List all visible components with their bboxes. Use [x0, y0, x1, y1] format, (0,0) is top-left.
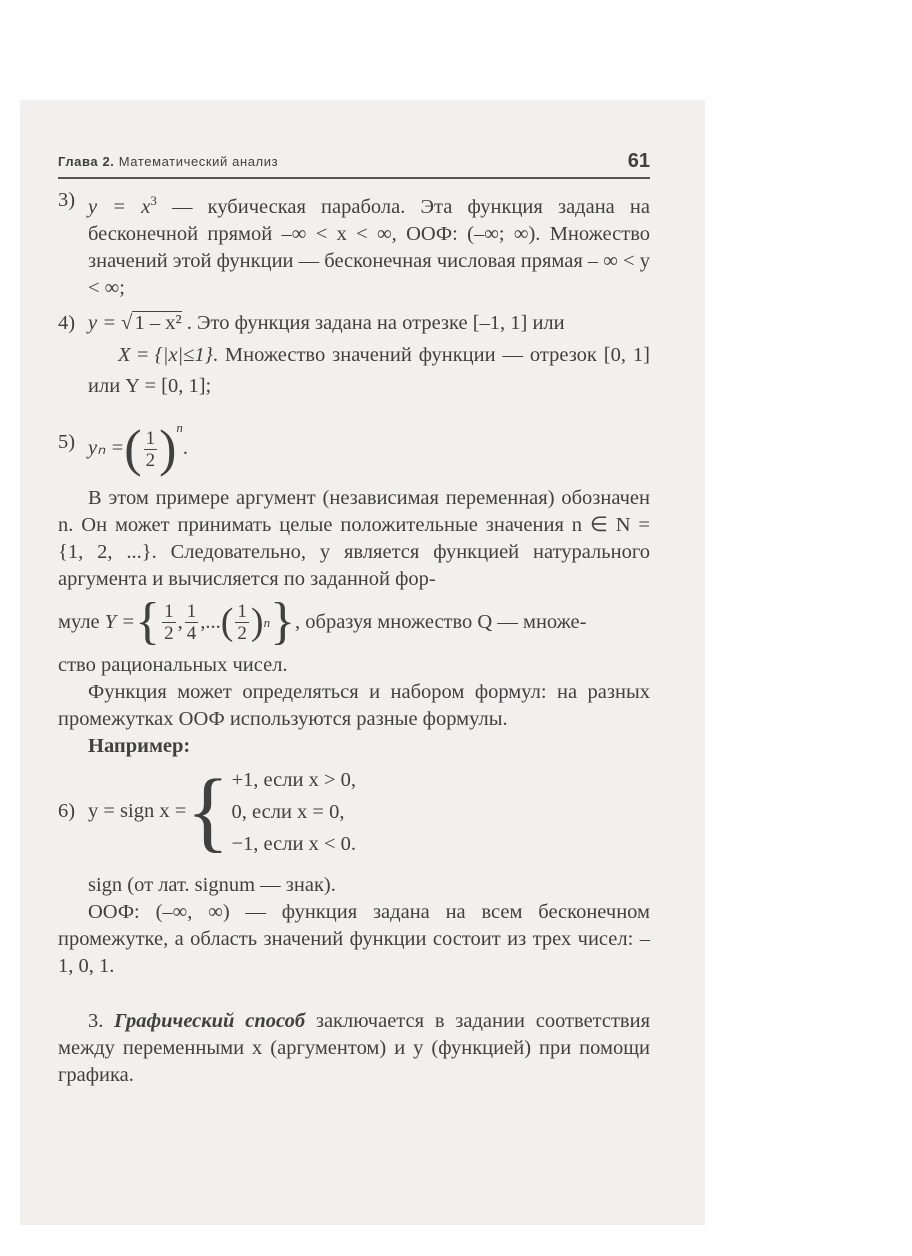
- item-number: 3.: [88, 1009, 104, 1032]
- paragraph-4: [58, 1008, 650, 1089]
- header-section: Математический анализ: [118, 154, 279, 169]
- paragraph-body: заключается в задании соответствия между переменными x (аргументом) и y (функцией) при помощи графика.: [58, 1009, 651, 1086]
- radicand: 1 – x²: [134, 311, 182, 334]
- exponent: n: [176, 419, 183, 435]
- header-chapter: Глава 2.: [58, 154, 115, 169]
- item-number: 5): [58, 430, 76, 453]
- header-title: [58, 148, 278, 175]
- denominator: 4: [186, 622, 197, 644]
- lhs: yₙ =: [88, 436, 125, 459]
- item-formula: yₙ =( $\frac{1}{2}$ )$^n$.: [88, 419, 189, 478]
- numerator: 1: [164, 600, 174, 622]
- dot: .: [182, 436, 189, 459]
- item-number: 3): [58, 189, 76, 211]
- item-body: — кубическая парабола. Эта функция задана на бесконечной прямой –∞ < x < ∞, ООФ: (–∞; ∞). Множество значений этой функции — бесконечная числовая прямая – ∞ < y < ∞;: [88, 195, 650, 299]
- denominator: 2: [164, 622, 174, 644]
- list-item-5: [58, 414, 650, 478]
- text-suffix: , образуя множество Q — множе-: [295, 610, 587, 633]
- denominator: 2: [237, 622, 247, 644]
- item-body-2: . Множество значений функции — отрезок [0, 1] или Y = [0, 1];: [88, 343, 650, 397]
- paragraph-2: Функция может определяться и набором формул: на разных промежутках ООФ используются разные формулы.: [58, 680, 650, 730]
- item-text: [88, 187, 650, 302]
- paragraph-3: ООФ: (–∞, ∞) — функция задана на всем бесконечном промежутке, а область значений функции состоит из трех чисел: –1, 0, 1.: [58, 900, 650, 977]
- item-number: 4): [58, 311, 76, 334]
- page-number: 61: [627, 150, 650, 172]
- list-item-4: [58, 310, 650, 400]
- item-number: 6): [58, 800, 76, 823]
- item-formula: [88, 761, 650, 861]
- case-2: 0, если x = 0,: [231, 800, 345, 823]
- lhs: y = sign x =: [88, 800, 187, 823]
- page-content: [58, 148, 650, 1089]
- list-item-6: [58, 761, 650, 861]
- text-prefix: муле: [58, 610, 100, 633]
- paragraph-1-formula: муле Y = { $\frac{1}{2}$ , $\frac{1}{4}$ , ... ( $\frac{1}{2}$ ) n } , образуя множество Q — множе-: [58, 593, 587, 651]
- numerator: 1: [145, 427, 156, 449]
- item-text: [88, 310, 650, 400]
- bold-term: Графический способ: [114, 1009, 306, 1032]
- fraction-3: [235, 601, 249, 644]
- fraction-2: [185, 601, 199, 644]
- piecewise: { +1, если x > 0, 0, если x = 0, −1, если x < 0.: [186, 761, 357, 861]
- fraction: [144, 428, 158, 471]
- numerator: 1: [237, 600, 247, 622]
- set-formula: X = {|x|≤1}: [118, 343, 213, 366]
- formula: y = x: [88, 195, 151, 218]
- formula: y = √: [88, 311, 133, 334]
- exponent: 3: [150, 193, 157, 208]
- exponent: n: [263, 614, 271, 630]
- lhs: Y =: [104, 610, 136, 633]
- ellipsis: ...: [205, 610, 221, 633]
- list-item-3: [58, 187, 650, 302]
- denominator: 2: [145, 449, 156, 471]
- case-3: −1, если x < 0.: [231, 832, 357, 855]
- paragraph-1-end: ство рациональных чисел.: [58, 653, 288, 676]
- example-label: Например:: [88, 734, 191, 757]
- paragraph-1: В этом примере аргумент (независимая переменная) обозначен n. Он может принимать целые положительные значения n ∈ N = {1, 2, ...}. Следовательно, y является функцией натурального аргумента и вычисляется по заданной фор-: [58, 486, 650, 590]
- note: sign (от лат. signum — знак).: [88, 873, 336, 896]
- running-header: [58, 148, 650, 179]
- numerator: 1: [186, 600, 197, 622]
- fraction-1: [162, 601, 176, 644]
- case-1: +1, если x > 0,: [231, 768, 357, 791]
- item-body: . Это функция задана на отрезке [–1, 1] или: [186, 311, 565, 334]
